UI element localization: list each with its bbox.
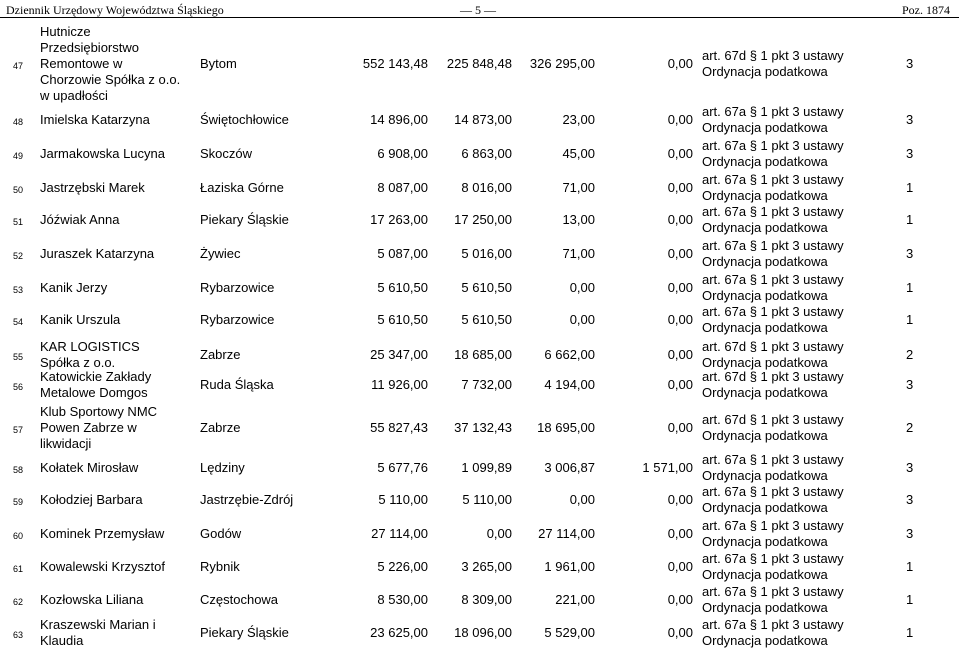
amount-other: 0,00 [667, 212, 693, 227]
city: Godów [200, 526, 242, 541]
amount-interest: 18 695,00 [537, 420, 595, 435]
city: Lędziny [200, 460, 245, 475]
amount-principal: 0,00 [486, 526, 512, 541]
debtor-name-line: Katowickie Zakłady [40, 369, 152, 384]
city: Zabrze [200, 420, 241, 435]
amount-total: 5 610,50 [377, 312, 428, 327]
count: 3 [906, 56, 914, 71]
amount-interest: 3 006,87 [544, 460, 595, 475]
debtor-name-line: Powen Zabrze w [40, 420, 137, 435]
row-number: 49 [13, 151, 24, 161]
row-number: 56 [13, 382, 24, 392]
amount-interest: 0,00 [569, 280, 595, 295]
amount-total: 17 263,00 [370, 212, 428, 227]
amount-interest: 27 114,00 [538, 526, 595, 541]
legal-basis-line: Ordynacja podatkowa [702, 288, 828, 303]
amount-total: 25 347,00 [370, 347, 428, 362]
debtor-name [40, 312, 120, 328]
legal-basis-line: art. 67d § 1 pkt 3 ustawy [702, 339, 844, 354]
amount-principal: 1 099,89 [461, 460, 512, 475]
debtor-name-line: Remontowe w [40, 56, 123, 71]
debtor-name-line: Kraszewski Marian i [40, 617, 156, 632]
amount-total: 5 610,50 [377, 280, 428, 295]
amount-interest: 71,00 [562, 180, 595, 195]
legal-basis-line: Ordynacja podatkowa [702, 428, 828, 443]
debtor-name-line: Juraszek Katarzyna [40, 246, 155, 261]
debtor-name [40, 339, 140, 371]
debtor-name [40, 460, 138, 476]
legal-basis-line: art. 67a § 1 pkt 3 ustawy [702, 138, 844, 153]
amount-total: 5 677,76 [377, 460, 428, 475]
amount-total: 55 827,43 [370, 420, 428, 435]
count: 3 [906, 146, 914, 161]
row-number: 57 [13, 425, 24, 435]
legal-basis [702, 272, 844, 304]
amount-total: 23 625,00 [370, 625, 428, 640]
count: 1 [906, 312, 914, 327]
debtor-name [40, 559, 165, 575]
legal-basis [702, 518, 844, 550]
legal-basis-line: art. 67a § 1 pkt 3 ustawy [702, 204, 844, 219]
city: Rybnik [200, 559, 240, 574]
city: Zabrze [200, 347, 241, 362]
legal-basis-line: art. 67a § 1 pkt 3 ustawy [702, 484, 844, 499]
count: 3 [906, 526, 914, 541]
legal-basis-line: art. 67d § 1 pkt 3 ustawy [702, 412, 844, 427]
debtor-name [40, 180, 145, 196]
amount-other: 0,00 [667, 377, 693, 392]
amount-interest: 326 295,00 [529, 56, 595, 71]
city: Żywiec [200, 246, 241, 261]
amount-other: 0,00 [667, 420, 693, 435]
legal-basis-line: Ordynacja podatkowa [702, 220, 828, 235]
amount-principal: 5 110,00 [462, 492, 512, 507]
legal-basis-line: Ordynacja podatkowa [702, 633, 828, 648]
debtor-name-line: Kanik Urszula [40, 312, 121, 327]
legal-basis-line: Ordynacja podatkowa [702, 320, 828, 335]
amount-interest: 1 961,00 [544, 559, 595, 574]
amount-other: 0,00 [667, 56, 693, 71]
debtor-name-line: Kowalewski Krzysztof [40, 559, 165, 574]
legal-basis-line: Ordynacja podatkowa [702, 534, 828, 549]
row-number: 63 [13, 630, 24, 640]
debtor-name-line: Jarmakowska Lucyna [40, 146, 165, 161]
legal-basis [702, 584, 844, 616]
debtor-name-line: Kołodziej Barbara [40, 492, 143, 507]
legal-basis [702, 238, 844, 270]
legal-basis-line: Ordynacja podatkowa [702, 567, 828, 582]
amount-other: 0,00 [667, 246, 693, 261]
legal-basis [702, 172, 844, 204]
legal-basis-line: art. 67a § 1 pkt 3 ustawy [702, 584, 844, 599]
legal-basis [702, 304, 844, 336]
journal-title: Dziennik Urzędowy Województwa Śląskiego [6, 3, 224, 17]
amount-principal: 6 863,00 [461, 146, 512, 161]
city: Piekary Śląskie [200, 625, 289, 640]
legal-basis-line: art. 67a § 1 pkt 3 ustawy [702, 452, 844, 467]
row-number: 58 [13, 465, 24, 475]
count: 1 [906, 592, 914, 607]
city: Rybarzowice [200, 280, 275, 295]
legal-basis [702, 617, 844, 649]
legal-basis-line: art. 67a § 1 pkt 3 ustawy [702, 617, 844, 632]
legal-basis-line: Ordynacja podatkowa [702, 254, 828, 269]
debtor-name-line: Kozłowska Liliana [40, 592, 144, 607]
amount-interest: 0,00 [569, 492, 595, 507]
debtor-name-line: Kominek Przemysław [40, 526, 165, 541]
debtor-name [40, 617, 156, 649]
row-number: 50 [13, 185, 24, 195]
city: Skoczów [200, 146, 253, 161]
debtor-name [40, 492, 143, 508]
count: 3 [906, 492, 914, 507]
debtor-name-line: Chorzowie Spółka z o.o. [40, 72, 181, 87]
amount-interest: 0,00 [569, 312, 595, 327]
header-rule [0, 17, 959, 18]
city: Świętochłowice [200, 112, 289, 127]
amount-total: 27 114,00 [371, 526, 428, 541]
debtor-name [40, 246, 154, 262]
amount-total: 552 143,48 [362, 56, 428, 71]
amount-interest: 23,00 [562, 112, 595, 127]
debtor-name-line: KAR LOGISTICS [40, 339, 140, 354]
legal-basis [702, 452, 844, 484]
debtor-name-line: Jastrzębski Marek [40, 180, 145, 195]
amount-other: 0,00 [667, 625, 693, 640]
amount-other: 0,00 [667, 312, 693, 327]
legal-basis-line: art. 67d § 1 pkt 3 ustawy [702, 48, 844, 63]
legal-basis-line: Ordynacja podatkowa [702, 355, 828, 370]
debtor-name [40, 592, 143, 608]
legal-basis-line: Ordynacja podatkowa [702, 120, 828, 135]
legal-basis [702, 484, 844, 516]
legal-basis-line: art. 67a § 1 pkt 3 ustawy [702, 104, 844, 119]
amount-other: 0,00 [667, 112, 693, 127]
legal-basis-line: art. 67d § 1 pkt 3 ustawy [702, 369, 844, 384]
legal-basis [702, 48, 844, 80]
count: 1 [906, 625, 914, 640]
row-number: 61 [13, 564, 24, 574]
count: 3 [906, 112, 914, 127]
legal-basis-line: Ordynacja podatkowa [702, 64, 828, 79]
debtor-name [40, 404, 157, 452]
debtor-name-line: Kanik Jerzy [40, 280, 108, 295]
amount-total: 5 110,00 [378, 492, 428, 507]
row-number: 54 [13, 317, 24, 327]
amount-total: 14 896,00 [370, 112, 428, 127]
debtor-name-line: Przedsiębiorstwo [40, 40, 139, 55]
amount-interest: 71,00 [562, 246, 595, 261]
count: 3 [906, 460, 914, 475]
legal-basis [702, 339, 844, 371]
debtor-name [40, 24, 180, 104]
debtor-name-line: Kołatek Mirosław [40, 460, 139, 475]
count: 2 [906, 420, 914, 435]
amount-other: 0,00 [667, 492, 693, 507]
page-header [0, 3, 959, 17]
row-number: 48 [13, 117, 24, 127]
amount-other: 0,00 [667, 592, 693, 607]
count: 3 [906, 246, 914, 261]
legal-basis [702, 104, 844, 136]
amount-total: 5 087,00 [377, 246, 428, 261]
debtor-name-line: Spółka z o.o. [40, 355, 116, 370]
legal-basis-line: art. 67a § 1 pkt 3 ustawy [702, 304, 844, 319]
amount-interest: 13,00 [562, 212, 595, 227]
amount-principal: 225 848,48 [446, 56, 512, 71]
amount-principal: 14 873,00 [454, 112, 512, 127]
amount-other: 0,00 [667, 180, 693, 195]
amount-interest: 5 529,00 [544, 625, 595, 640]
legal-basis [702, 412, 844, 444]
row-number: 51 [13, 217, 24, 227]
amount-principal: 5 016,00 [461, 246, 512, 261]
amount-principal: 17 250,00 [454, 212, 512, 227]
amount-interest: 4 194,00 [544, 377, 595, 392]
debtor-name [40, 526, 164, 542]
row-number: 47 [13, 61, 24, 71]
amount-principal: 8 016,00 [461, 180, 512, 195]
amount-principal: 5 610,50 [461, 312, 512, 327]
amount-interest: 221,00 [555, 592, 595, 607]
amount-principal: 18 685,00 [454, 347, 512, 362]
debtor-name-line: Jóźwiak Anna [40, 212, 120, 227]
legal-basis-line: Ordynacja podatkowa [702, 500, 828, 515]
count: 1 [906, 559, 914, 574]
debtor-name-line: Klub Sportowy NMC [40, 404, 158, 419]
amount-principal: 8 309,00 [461, 592, 512, 607]
amount-principal: 3 265,00 [461, 559, 512, 574]
amount-total: 8 087,00 [377, 180, 428, 195]
row-number: 55 [13, 352, 24, 362]
legal-basis-line: Ordynacja podatkowa [702, 385, 828, 400]
legal-basis-line: art. 67a § 1 pkt 3 ustawy [702, 518, 844, 533]
debtor-name [40, 146, 165, 162]
legal-basis [702, 204, 844, 236]
debtor-name-line: Metalowe Domgos [40, 385, 148, 400]
legal-basis-line: Ordynacja podatkowa [702, 154, 828, 169]
amount-principal: 7 732,00 [461, 377, 512, 392]
debtor-name-line: Klaudia [40, 633, 84, 648]
debtor-name-line: Hutnicze [40, 24, 91, 39]
amount-principal: 18 096,00 [454, 625, 512, 640]
amount-other: 1 571,00 [642, 460, 693, 475]
count: 1 [906, 212, 914, 227]
amount-total: 8 530,00 [377, 592, 428, 607]
debtor-name [40, 212, 120, 228]
amount-other: 0,00 [667, 347, 693, 362]
count: 2 [906, 347, 914, 362]
city: Częstochowa [200, 592, 279, 607]
amount-other: 0,00 [667, 559, 693, 574]
amount-other: 0,00 [667, 526, 693, 541]
debtor-name-line: likwidacji [40, 436, 92, 451]
amount-other: 0,00 [667, 146, 693, 161]
legal-basis-line: art. 67a § 1 pkt 3 ustawy [702, 238, 844, 253]
amount-principal: 5 610,50 [461, 280, 512, 295]
legal-basis [702, 369, 844, 401]
legal-basis-line: Ordynacja podatkowa [702, 468, 828, 483]
page-number: — 5 — [460, 3, 496, 17]
city: Jastrzębie-Zdrój [200, 492, 294, 507]
legal-basis-line: art. 67a § 1 pkt 3 ustawy [702, 272, 844, 287]
row-number: 53 [13, 285, 24, 295]
city: Ruda Śląska [200, 377, 274, 392]
city: Piekary Śląskie [200, 212, 289, 227]
row-number: 52 [13, 251, 24, 261]
debtor-name [40, 280, 107, 296]
count: 3 [906, 377, 914, 392]
debtor-name [40, 112, 150, 128]
city: Bytom [200, 56, 237, 71]
row-number: 60 [13, 531, 24, 541]
amount-other: 0,00 [667, 280, 693, 295]
legal-basis-line: Ordynacja podatkowa [702, 600, 828, 615]
count: 1 [906, 180, 914, 195]
position-number: Poz. 1874 [902, 3, 950, 17]
amount-interest: 6 662,00 [544, 347, 595, 362]
legal-basis-line: art. 67a § 1 pkt 3 ustawy [702, 172, 844, 187]
legal-basis [702, 551, 844, 583]
debtor-name-line: Imielska Katarzyna [40, 112, 150, 127]
city: Rybarzowice [200, 312, 275, 327]
amount-interest: 45,00 [562, 146, 595, 161]
legal-basis [702, 138, 844, 170]
legal-basis-line: Ordynacja podatkowa [702, 188, 828, 203]
debtor-name [40, 369, 151, 401]
city: Łaziska Górne [200, 180, 284, 195]
amount-principal: 37 132,43 [454, 420, 512, 435]
amount-total: 11 926,00 [371, 377, 428, 392]
row-number: 62 [13, 597, 24, 607]
amount-total: 5 226,00 [377, 559, 428, 574]
count: 1 [906, 280, 914, 295]
amount-total: 6 908,00 [377, 146, 428, 161]
debtor-name-line: w upadłości [40, 88, 108, 103]
row-number: 59 [13, 497, 24, 507]
legal-basis-line: art. 67a § 1 pkt 3 ustawy [702, 551, 844, 566]
